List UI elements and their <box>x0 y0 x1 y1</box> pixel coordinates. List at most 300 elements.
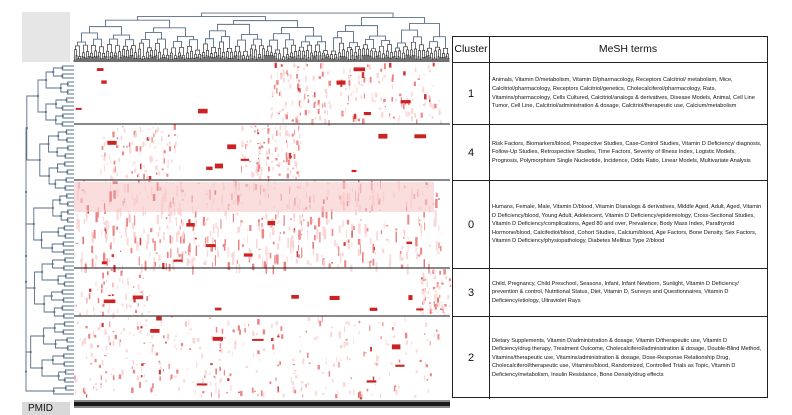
dendrogram-branch <box>102 58 103 62</box>
heat-cell <box>379 378 380 380</box>
heat-cell <box>177 135 178 139</box>
dendrogram-branch <box>350 59 351 62</box>
heat-cell <box>277 164 278 166</box>
heat-cell <box>151 347 153 353</box>
heat-cell <box>356 97 357 101</box>
heat-cell <box>424 333 425 335</box>
heat-cell <box>259 249 261 250</box>
heat-cell <box>177 230 180 235</box>
heat-cell <box>420 224 422 233</box>
heat-cell <box>133 232 136 238</box>
dendrogram-branch <box>184 59 185 62</box>
heat-cell <box>302 215 303 217</box>
heat-cell <box>167 165 169 168</box>
dendrogram-branch <box>247 56 249 60</box>
heat-cell <box>112 254 115 257</box>
heat-cell-hot <box>408 295 412 300</box>
dendrogram-branch <box>186 58 187 62</box>
heat-cell <box>243 341 244 347</box>
dendrogram-branch <box>280 59 281 62</box>
heat-cell <box>297 171 299 174</box>
heat-cell <box>336 357 337 362</box>
heat-cell <box>281 93 282 98</box>
heat-cell <box>434 334 435 338</box>
heat-cell <box>299 134 300 138</box>
dendrogram-branch <box>178 36 194 41</box>
heat-cell <box>283 69 285 74</box>
dendrogram-branch <box>46 104 56 120</box>
dendrogram-branch <box>55 180 66 188</box>
dendrogram-branch <box>326 57 327 62</box>
dendrogram-branch <box>406 55 407 62</box>
heat-cell <box>382 249 384 253</box>
heat-cell <box>219 359 221 361</box>
dendrogram-branch <box>218 55 219 62</box>
heat-cell <box>316 253 319 262</box>
heat-cell <box>395 229 397 231</box>
heat-cell <box>245 165 248 167</box>
heat-cell-hot <box>133 296 143 300</box>
heat-cell <box>219 367 221 371</box>
heat-cell <box>118 158 120 162</box>
heat-cell <box>126 146 127 148</box>
heat-cell <box>360 220 362 221</box>
dendrogram-branch <box>26 224 35 288</box>
heat-cell <box>389 254 391 265</box>
heat-cell <box>224 370 225 375</box>
heat-cell <box>293 139 295 143</box>
dendrogram-branch <box>152 57 153 62</box>
heat-cell <box>107 275 109 276</box>
heat-cell <box>307 221 309 226</box>
heat-cell <box>220 343 221 348</box>
heat-cell <box>142 290 144 296</box>
heat-cell <box>90 378 92 381</box>
heat-cell <box>418 78 421 80</box>
heat-cell <box>158 255 160 261</box>
dendrogram-branch <box>65 186 74 190</box>
cluster-terms: Risk Factors, Biomarkers/blood, Prospective Studies, Case-Control Studies, Vitamin D Deficiency/ diagnosis, Follow-Up Studies, Retrospective Studies, Time Factors, Severity of Illness Index, Logistic Models, Prognosis, Polymorphism Single Nucleotide, Incidence, Odds Ratio, Linear Models, Multivariate Analysis <box>492 140 762 164</box>
heat-cell <box>399 360 401 363</box>
heat-cell <box>84 338 87 344</box>
dendrogram-branch <box>172 48 176 56</box>
heat-cell <box>300 141 301 144</box>
heat-cell <box>393 336 396 338</box>
heat-cell <box>104 355 106 356</box>
dendrogram-branch <box>196 57 197 62</box>
heat-cell <box>216 387 217 393</box>
dendrogram-branch <box>416 59 417 62</box>
heat-cell <box>327 71 329 74</box>
dendrogram-branch <box>220 42 224 52</box>
heat-cell <box>293 364 296 365</box>
heat-cell <box>262 128 263 130</box>
heat-cell <box>346 339 348 341</box>
dendrogram-branch <box>67 194 74 198</box>
heat-cell <box>359 391 361 396</box>
heat-cell <box>432 104 434 110</box>
heat-cell <box>192 338 193 343</box>
heat-cell <box>282 255 283 257</box>
heat-cell <box>422 278 425 279</box>
dendrogram-branch <box>370 56 371 62</box>
heat-cell <box>365 227 367 237</box>
heat-cell <box>119 342 121 347</box>
dendrogram-branch <box>126 57 127 62</box>
dendrogram-branch <box>63 242 74 246</box>
dendrogram-branch <box>204 58 205 62</box>
heat-cell <box>232 261 234 265</box>
heat-cell <box>238 325 240 330</box>
heat-cell <box>285 72 286 74</box>
heat-cell <box>131 298 132 302</box>
heat-cell <box>165 342 167 344</box>
heat-cell <box>359 331 360 335</box>
heat-cell <box>294 230 295 232</box>
heat-cell <box>298 245 299 251</box>
heat-cell <box>407 215 409 225</box>
heat-cell <box>241 141 243 147</box>
dendrogram-branch <box>188 46 192 52</box>
heat-cell <box>315 391 317 395</box>
heat-cell <box>415 67 417 72</box>
heat-cell <box>349 69 351 73</box>
heat-cell <box>141 363 144 365</box>
dendrogram-branch <box>367 49 369 55</box>
heat-cell <box>159 172 161 176</box>
heat-cell <box>279 361 281 365</box>
heat-cell <box>276 112 277 114</box>
heat-cell <box>135 131 137 137</box>
heat-cell <box>86 394 87 397</box>
heat-cell <box>279 162 281 164</box>
table-row <box>453 269 767 317</box>
heat-cell <box>116 227 118 230</box>
heat-cell <box>349 82 351 86</box>
heat-cell <box>125 226 127 234</box>
heat-cell <box>284 215 285 226</box>
heat-cell <box>434 276 436 280</box>
dendrogram-branch <box>148 59 149 62</box>
heat-cell <box>429 70 431 72</box>
heat-cell <box>106 235 108 241</box>
dendrogram-branch <box>276 59 277 62</box>
heat-cell <box>308 317 311 321</box>
dendrogram-branch <box>159 52 161 60</box>
heat-cell <box>180 226 181 230</box>
heat-cell <box>372 93 373 97</box>
dendrogram-branch <box>188 59 189 62</box>
heat-cell <box>205 370 207 375</box>
heat-cell <box>301 227 303 231</box>
dendrogram-branch <box>198 57 199 62</box>
heat-cell <box>154 146 155 149</box>
cluster-terms: Animals, Vitamin D/metabolism, Vitamin D/pharmacology, Receptors Calcitriol/ metabolism, Mice, Calcitriol/pharmacology, Receptors Calcitriol/genetics, Cholecalciferol/pharmacology, Rats, Vitamins/pharmacology, Cells Cultured, Calcitriol/analogs & derivatives, Disease Models, Animal, Cell Line Tumor, Cell Line, Calcitriol/administration & dosage, Calcitriol/therapeutic use, Calcium/metabolism <box>492 77 755 110</box>
heat-cell <box>359 252 361 255</box>
heat-cell <box>281 334 283 339</box>
heat-cell <box>425 294 426 298</box>
heat-cell <box>152 137 153 143</box>
heat-cell <box>121 332 122 334</box>
heat-cell <box>370 238 372 245</box>
dendrogram-branch <box>278 60 279 62</box>
heat-cell <box>362 72 364 78</box>
dendrogram-branch <box>64 266 74 270</box>
heat-cell <box>425 362 426 365</box>
heat-cell <box>101 375 102 380</box>
heat-cell <box>97 327 99 330</box>
dendrogram-branch <box>190 40 198 50</box>
heat-cell <box>351 224 353 229</box>
heat-cell <box>438 226 439 231</box>
heat-cell-hot <box>291 295 299 299</box>
heat-cell <box>383 99 386 102</box>
heat-cell <box>239 264 241 274</box>
heat-cell <box>310 263 312 266</box>
heat-cell <box>117 286 118 289</box>
dendrogram-branch <box>108 60 109 62</box>
heat-cell <box>322 393 324 395</box>
heat-cell <box>257 173 259 176</box>
heat-cell <box>133 135 135 137</box>
heat-cell <box>236 264 237 273</box>
heat-cell <box>343 382 346 387</box>
heat-cell <box>112 132 114 138</box>
dendrogram-branch <box>84 57 85 62</box>
heat-cell <box>339 331 342 335</box>
heat-cell <box>277 222 278 225</box>
dendrogram-branch <box>206 39 214 48</box>
heat-cell <box>91 246 93 253</box>
heat-cell <box>302 358 304 364</box>
heat-cell <box>296 116 298 120</box>
dendrogram-branch <box>418 57 419 62</box>
heat-cell <box>355 85 356 87</box>
heat-cell <box>228 262 231 270</box>
heat-cell <box>78 220 80 227</box>
heat-cell <box>303 68 305 70</box>
cluster-terms: Child, Pregnancy, Child Preschool, Seasons, Infant, Infant Newborn, Sunlight, Vitamin D Deficiency/ prevention & control, Nutritional Status, Diet, Vitamin D, Surveys and Questionnaires, Vitamin D Deficiency/etiology, Ultraviolet Rays <box>492 280 739 304</box>
heat-cell <box>287 73 288 76</box>
heat-cell <box>299 230 300 240</box>
dendrogram-branch <box>44 296 54 312</box>
heat-cell <box>84 269 87 272</box>
heat-cell <box>279 133 281 135</box>
heat-cell <box>433 273 434 275</box>
heat-cell <box>224 244 226 251</box>
heat-cell <box>92 343 93 348</box>
heat-cell <box>408 237 409 240</box>
heat-cell <box>109 155 110 160</box>
heat-cell <box>298 145 299 151</box>
heat-cell <box>94 335 96 338</box>
heat-cell <box>233 329 235 332</box>
dendrogram-branch <box>346 26 378 36</box>
heat-cell <box>238 228 240 231</box>
dendrogram-branch <box>76 46 80 56</box>
heat-cell <box>385 221 387 222</box>
heat-cell <box>97 345 99 347</box>
heat-cell <box>382 77 383 82</box>
dendrogram-branch <box>356 57 357 62</box>
dendrogram-branch <box>423 50 425 57</box>
dendrogram-branch <box>364 56 365 62</box>
heat-cell <box>258 254 261 259</box>
dendrogram-branch <box>65 378 74 382</box>
heat-cell <box>92 253 93 254</box>
heat-cell <box>293 386 295 392</box>
heat-cell <box>280 326 282 331</box>
dendrogram-branch <box>422 58 423 62</box>
heat-cell <box>226 212 227 220</box>
heat-cell <box>74 304 75 308</box>
heat-cell <box>349 86 350 89</box>
heat-cell <box>268 138 270 144</box>
heat-cell <box>330 104 332 109</box>
heat-cell <box>171 160 173 163</box>
heat-cell <box>146 381 147 382</box>
heat-cell <box>101 289 103 293</box>
heat-cell <box>194 257 196 261</box>
heat-cell <box>438 298 439 303</box>
heat-cell <box>215 223 217 229</box>
heat-cell <box>324 228 326 239</box>
dendrogram-branch <box>446 56 447 62</box>
heat-cell <box>319 321 321 327</box>
heat-cell <box>389 372 390 376</box>
heat-cell <box>212 262 213 267</box>
heat-cell <box>378 339 379 340</box>
heat-cell <box>176 348 177 351</box>
heat-cell <box>100 383 102 384</box>
heat-cell <box>380 107 382 108</box>
heat-cell <box>296 141 298 146</box>
heat-cell <box>322 103 323 107</box>
heat-cell <box>290 246 292 254</box>
heat-cell <box>80 339 81 341</box>
heat-cell <box>435 192 437 194</box>
heat-cell <box>134 334 135 336</box>
heat-cell <box>289 153 292 159</box>
dendrogram-branch <box>272 55 273 62</box>
dendrogram-branch <box>62 106 74 110</box>
heat-cell <box>261 171 262 175</box>
dendrogram-branch <box>64 282 74 286</box>
heat-cell <box>111 373 112 375</box>
heat-cell <box>324 84 325 85</box>
heat-cell <box>322 316 323 322</box>
heat-cell <box>242 154 244 156</box>
heat-cell <box>127 278 128 280</box>
heat-cell-hot <box>252 339 264 341</box>
dendrogram-branch <box>234 56 235 62</box>
heat-cell <box>411 341 412 344</box>
heat-cell <box>358 75 359 80</box>
heat-cell <box>329 371 331 377</box>
heat-cell <box>216 327 218 333</box>
heat-cell <box>376 354 377 356</box>
heat-cell <box>241 167 242 173</box>
heat-cell <box>103 282 105 285</box>
heat-cell <box>277 243 279 249</box>
dendrogram-branch <box>430 58 431 62</box>
dendrogram-branch <box>34 208 53 240</box>
heat-cell <box>134 169 137 173</box>
dendrogram-branch <box>166 58 167 62</box>
heat-cell <box>157 127 159 132</box>
dendrogram-branch <box>424 57 425 62</box>
heat-cell <box>375 93 378 98</box>
heat-cell <box>431 312 433 313</box>
dendrogram-branch <box>147 52 149 58</box>
heat-cell <box>179 254 181 257</box>
heat-cell <box>156 172 158 174</box>
heat-cell <box>326 361 328 364</box>
heat-cell <box>153 133 154 137</box>
heat-cell <box>424 375 425 380</box>
heat-cell <box>190 328 193 330</box>
dendrogram-branch <box>296 59 297 62</box>
heat-cell <box>388 239 389 244</box>
heat-cell <box>276 321 278 325</box>
heat-cell <box>139 257 140 266</box>
heat-cell <box>144 165 145 168</box>
heat-cell <box>292 175 293 179</box>
heat-cell <box>161 131 163 133</box>
heat-cell <box>278 165 279 167</box>
dendrogram-branch <box>38 80 46 112</box>
heat-cell <box>389 116 390 117</box>
dendrogram-branch <box>65 154 74 158</box>
heat-cell <box>203 262 205 265</box>
heat-cell-hot <box>206 244 216 247</box>
dendrogram-branch <box>288 59 289 62</box>
heat-cell <box>254 391 256 392</box>
heat-cell <box>144 374 145 378</box>
heat-cell <box>278 154 280 157</box>
dendrogram-branch <box>374 59 375 62</box>
heat-cell <box>209 373 211 374</box>
dendrogram-branch <box>304 56 305 62</box>
dendrogram-branch <box>140 58 141 62</box>
heat-cell <box>396 232 398 243</box>
heat-cell <box>296 80 297 81</box>
heat-cell <box>143 278 144 279</box>
heat-cell <box>421 113 423 118</box>
heat-cell <box>264 349 265 351</box>
dendrogram-branch <box>54 388 74 394</box>
heat-cell <box>338 362 339 368</box>
heat-cell <box>416 253 418 259</box>
heat-cell-hot <box>416 308 423 310</box>
heat-cell <box>126 358 128 360</box>
heat-cell <box>429 245 431 247</box>
heat-cell <box>438 100 440 101</box>
heat-cell <box>102 360 104 366</box>
dendrogram-branch <box>366 39 374 48</box>
heat-cell <box>146 169 147 172</box>
heat-cell <box>392 85 393 90</box>
heat-cell <box>336 243 338 249</box>
dendrogram-branch <box>238 40 246 51</box>
dendrogram-branch <box>168 59 169 62</box>
heat-cell <box>100 386 102 388</box>
heat-cell <box>418 217 419 224</box>
heat-cell <box>376 73 379 78</box>
heat-cell <box>289 84 291 89</box>
heat-cell <box>152 383 154 388</box>
heat-cell <box>300 113 301 116</box>
